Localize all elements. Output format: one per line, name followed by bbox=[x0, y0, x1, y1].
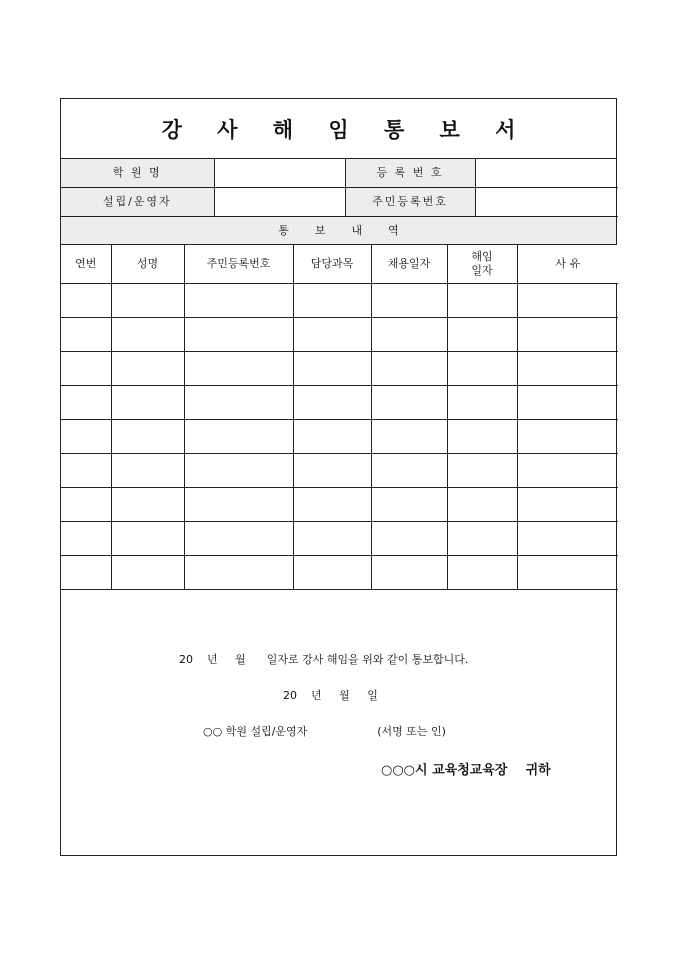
col-no-header: 연번 bbox=[61, 245, 111, 284]
table-row bbox=[61, 386, 618, 420]
table-cell[interactable] bbox=[447, 386, 517, 420]
table-cell[interactable] bbox=[447, 488, 517, 522]
col-name-header: 성명 bbox=[111, 245, 184, 284]
table-cell[interactable] bbox=[517, 284, 618, 318]
table-cell[interactable] bbox=[293, 386, 371, 420]
table-cell[interactable] bbox=[111, 352, 184, 386]
table-cell[interactable] bbox=[184, 522, 293, 556]
info-table bbox=[61, 159, 618, 217]
table-cell[interactable] bbox=[61, 386, 111, 420]
table-cell[interactable] bbox=[111, 522, 184, 556]
table-cell[interactable] bbox=[447, 352, 517, 386]
table-row bbox=[61, 556, 618, 590]
table-cell[interactable] bbox=[517, 556, 618, 590]
academy-field[interactable] bbox=[214, 159, 345, 188]
table-row bbox=[61, 352, 618, 386]
table-cell[interactable] bbox=[61, 318, 111, 352]
table-cell[interactable] bbox=[111, 488, 184, 522]
table-cell[interactable] bbox=[293, 488, 371, 522]
table-cell[interactable] bbox=[184, 352, 293, 386]
table-cell[interactable] bbox=[184, 386, 293, 420]
table-cell[interactable] bbox=[371, 318, 447, 352]
academy-label: 학 원 명 bbox=[61, 159, 214, 188]
table-cell[interactable] bbox=[447, 522, 517, 556]
table-cell[interactable] bbox=[371, 386, 447, 420]
table-cell[interactable] bbox=[184, 488, 293, 522]
table-row bbox=[61, 522, 618, 556]
table-cell[interactable] bbox=[111, 284, 184, 318]
notice-form bbox=[60, 98, 617, 856]
table-cell[interactable] bbox=[184, 454, 293, 488]
section-title: 통보내역 bbox=[61, 217, 616, 245]
table-cell[interactable] bbox=[293, 318, 371, 352]
reg-no-field[interactable] bbox=[475, 159, 618, 188]
table-cell[interactable] bbox=[447, 556, 517, 590]
table-cell[interactable] bbox=[517, 318, 618, 352]
table-cell[interactable] bbox=[447, 420, 517, 454]
table-cell[interactable] bbox=[61, 352, 111, 386]
table-header-row bbox=[61, 245, 618, 284]
col-subject-header: 담당과목 bbox=[293, 245, 371, 284]
table-cell[interactable] bbox=[371, 284, 447, 318]
table-cell[interactable] bbox=[293, 420, 371, 454]
table-cell[interactable] bbox=[517, 522, 618, 556]
table-cell[interactable] bbox=[517, 420, 618, 454]
table-cell[interactable] bbox=[293, 454, 371, 488]
col-dismiss-date-header: 해임 일자 bbox=[447, 245, 517, 284]
operator-field[interactable] bbox=[214, 188, 345, 217]
table-row bbox=[61, 284, 618, 318]
table-row bbox=[61, 454, 618, 488]
table-cell[interactable] bbox=[61, 454, 111, 488]
statement-area bbox=[61, 591, 616, 855]
section-header bbox=[61, 217, 616, 245]
statement-text: 20 년 월 일자로 강사 해임을 위와 같이 통보합니다. bbox=[179, 653, 469, 666]
table-cell[interactable] bbox=[517, 386, 618, 420]
table-cell[interactable] bbox=[371, 420, 447, 454]
table-row bbox=[61, 318, 618, 352]
table-cell[interactable] bbox=[61, 522, 111, 556]
table-cell[interactable] bbox=[447, 454, 517, 488]
signature-line: ○○ 학원 설립/운영자 (서명 또는 인) bbox=[203, 725, 446, 738]
table-cell[interactable] bbox=[371, 352, 447, 386]
table-cell[interactable] bbox=[184, 556, 293, 590]
resident-no-label: 주민등록번호 bbox=[345, 188, 475, 217]
table-cell[interactable] bbox=[371, 522, 447, 556]
col-hire-date-header: 채용일자 bbox=[371, 245, 447, 284]
table-cell[interactable] bbox=[293, 522, 371, 556]
table-cell[interactable] bbox=[371, 556, 447, 590]
date-line: 20 년 월 일 bbox=[283, 689, 378, 702]
col-reason-header: 사 유 bbox=[517, 245, 618, 284]
form-title: 강 사 해 임 통 보 서 bbox=[61, 99, 616, 159]
reg-no-label: 등 록 번 호 bbox=[345, 159, 475, 188]
notice-table bbox=[61, 245, 618, 590]
table-row bbox=[61, 488, 618, 522]
table-cell[interactable] bbox=[293, 284, 371, 318]
table-cell[interactable] bbox=[447, 284, 517, 318]
table-cell[interactable] bbox=[184, 284, 293, 318]
table-cell[interactable] bbox=[184, 318, 293, 352]
table-cell[interactable] bbox=[447, 318, 517, 352]
table-cell[interactable] bbox=[184, 420, 293, 454]
addressee: ○○○시 교육청교육장 귀하 bbox=[381, 763, 551, 778]
table-cell[interactable] bbox=[293, 556, 371, 590]
table-cell[interactable] bbox=[61, 420, 111, 454]
table-cell[interactable] bbox=[61, 556, 111, 590]
table-cell[interactable] bbox=[111, 420, 184, 454]
table-cell[interactable] bbox=[517, 488, 618, 522]
table-cell[interactable] bbox=[111, 454, 184, 488]
resident-no-field[interactable] bbox=[475, 188, 618, 217]
table-row bbox=[61, 420, 618, 454]
table-cell[interactable] bbox=[517, 352, 618, 386]
col-resident-no-header: 주민등록번호 bbox=[184, 245, 293, 284]
table-cell[interactable] bbox=[111, 386, 184, 420]
table-cell[interactable] bbox=[61, 284, 111, 318]
table-cell[interactable] bbox=[371, 454, 447, 488]
table-cell[interactable] bbox=[293, 352, 371, 386]
table-cell[interactable] bbox=[517, 454, 618, 488]
table-cell[interactable] bbox=[61, 488, 111, 522]
table-cell[interactable] bbox=[111, 556, 184, 590]
table-cell[interactable] bbox=[111, 318, 184, 352]
operator-label: 설립/운영자 bbox=[61, 188, 214, 217]
table-cell[interactable] bbox=[371, 488, 447, 522]
